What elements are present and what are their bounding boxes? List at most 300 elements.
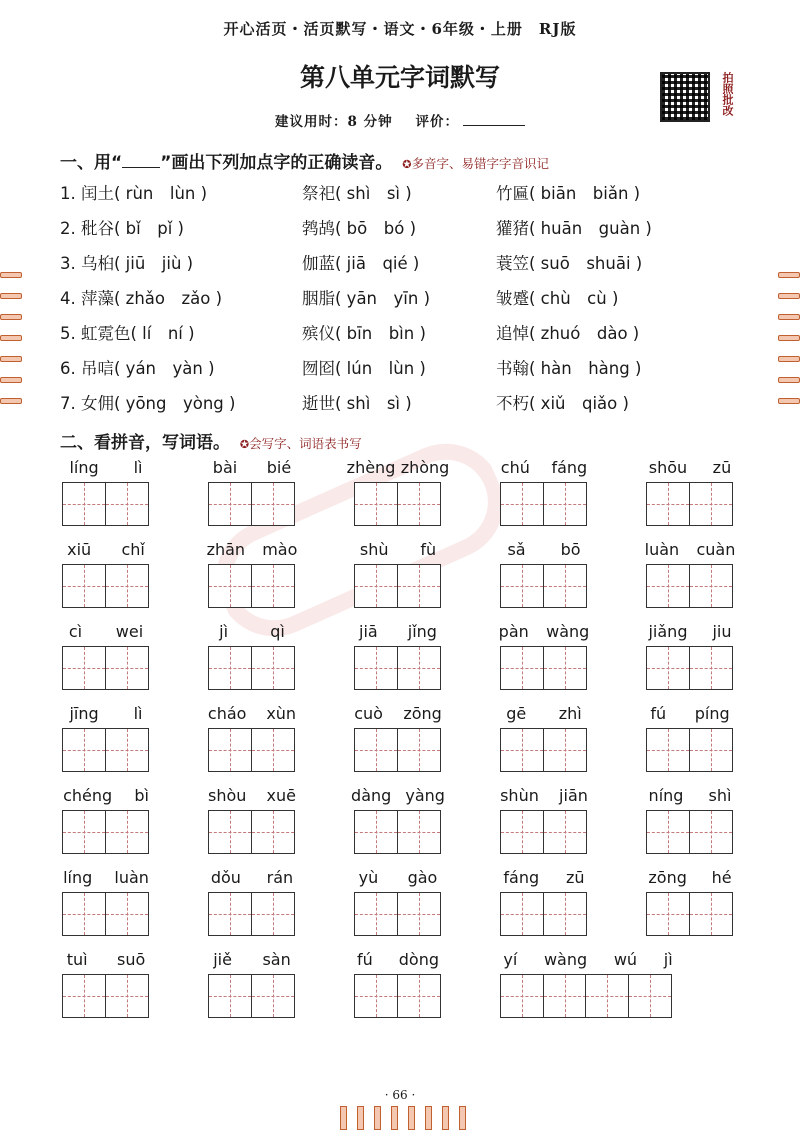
pinyin-syllable: jiě	[213, 950, 232, 969]
reading-item	[496, 250, 642, 274]
reading-item	[60, 390, 235, 414]
pinyin-label	[198, 540, 306, 559]
pinyin-label	[198, 622, 306, 641]
pinyin-syllable: bài	[212, 458, 238, 477]
writing-cell[interactable]	[397, 564, 441, 608]
meta-line	[0, 110, 800, 130]
item-word: 皱蹙	[496, 289, 529, 308]
writing-cell[interactable]	[500, 564, 544, 608]
pinyin-syllable: zōng	[403, 704, 442, 723]
section2-title	[60, 428, 362, 453]
writing-cell[interactable]	[397, 728, 441, 772]
writing-cell[interactable]	[62, 482, 106, 526]
writing-cell[interactable]	[354, 974, 398, 1018]
writing-cell[interactable]	[105, 564, 149, 608]
writing-cell[interactable]	[62, 564, 106, 608]
reading-item	[302, 215, 416, 239]
item-pinyin-choices[interactable]: ( jiā qié )	[335, 254, 420, 273]
pinyin-label	[636, 622, 744, 641]
writing-cell[interactable]	[585, 974, 629, 1018]
binding-tab-icon	[425, 1106, 432, 1130]
writing-cell[interactable]	[105, 974, 149, 1018]
item-pinyin-choices[interactable]: ( huān guàn )	[529, 219, 652, 238]
item-word: 伽蓝	[302, 254, 335, 273]
writing-cell[interactable]	[354, 646, 398, 690]
pinyin-label	[490, 458, 598, 477]
writing-cell[interactable]	[646, 646, 690, 690]
writing-cell[interactable]	[500, 892, 544, 936]
tianzige-grid	[354, 810, 439, 854]
pinyin-label	[344, 458, 452, 477]
item-pinyin-choices[interactable]: ( bō bó )	[335, 219, 417, 238]
tianzige-grid	[646, 810, 731, 854]
item-word: 蓑笠	[496, 254, 529, 273]
pinyin-syllable: zhèng	[346, 458, 396, 477]
pinyin-syllable: pàn	[498, 622, 529, 641]
writing-cell[interactable]	[397, 646, 441, 690]
binding-tab-icon	[778, 356, 800, 362]
item-pinyin-choices[interactable]: ( jiū jiù )	[114, 254, 194, 273]
pinyin-label	[344, 704, 452, 723]
page-number: · 66 ·	[384, 1088, 416, 1102]
pinyin-syllable: fáng	[503, 868, 540, 887]
pinyin-syllable: hé	[711, 868, 732, 887]
pinyin-label	[344, 786, 452, 805]
writing-cell[interactable]	[689, 728, 733, 772]
item-pinyin-choices[interactable]: ( yān yīn )	[335, 289, 431, 308]
writing-cell[interactable]	[500, 482, 544, 526]
writing-cell[interactable]	[397, 482, 441, 526]
tianzige-grid	[500, 564, 585, 608]
reading-item	[60, 355, 215, 379]
item-word: 6. 吊唁	[60, 359, 114, 378]
pinyin-syllable: mào	[262, 540, 298, 559]
binding-tab-icon	[357, 1106, 364, 1130]
tianzige-grid	[208, 974, 293, 1018]
pinyin-syllable: jiān	[559, 786, 588, 805]
pinyin-syllable: fú	[650, 704, 667, 723]
tianzige-grid	[62, 564, 147, 608]
pinyin-label	[490, 540, 598, 559]
tianzige-grid	[62, 646, 147, 690]
pinyin-label	[52, 622, 160, 641]
tianzige-grid	[208, 810, 293, 854]
item-pinyin-choices[interactable]: ( lún lùn )	[335, 359, 426, 378]
writing-cell[interactable]	[689, 564, 733, 608]
writing-cell[interactable]	[646, 482, 690, 526]
writing-cell[interactable]	[689, 646, 733, 690]
item-pinyin-choices[interactable]: ( suō shuāi )	[529, 254, 643, 273]
star-icon: ✪	[239, 438, 250, 451]
binding-tab-icon	[778, 377, 800, 383]
binding-tab-icon	[391, 1106, 398, 1130]
pinyin-syllable: chú	[500, 458, 530, 477]
item-pinyin-choices[interactable]: ( lí ní )	[130, 324, 195, 343]
tianzige-grid	[354, 728, 439, 772]
reading-item	[60, 250, 193, 274]
writing-cell[interactable]	[62, 974, 106, 1018]
writing-cell[interactable]	[208, 564, 252, 608]
item-pinyin-choices[interactable]: ( zhuó dào )	[529, 324, 640, 343]
writing-cell[interactable]	[251, 810, 295, 854]
writing-cell[interactable]	[543, 892, 587, 936]
page-title: 第八单元字词默写	[299, 63, 500, 92]
pinyin-syllable: wei	[115, 622, 144, 641]
writing-cell[interactable]	[543, 974, 587, 1018]
item-word: 3. 乌桕	[60, 254, 114, 273]
pinyin-syllable: líng	[63, 868, 93, 887]
reading-item	[496, 320, 639, 344]
pinyin-syllable: zōng	[648, 868, 687, 887]
binding-tab-icon	[408, 1106, 415, 1130]
item-pinyin-choices[interactable]: ( yán yàn )	[114, 359, 215, 378]
tianzige-grid	[646, 728, 731, 772]
pinyin-syllable: fáng	[551, 458, 588, 477]
tianzige-grid	[354, 892, 439, 936]
tianzige-grid	[500, 892, 585, 936]
pinyin-syllable: tuì	[66, 950, 88, 969]
binding-tab-icon	[340, 1106, 347, 1130]
pinyin-syllable: shì	[708, 786, 732, 805]
pinyin-syllable: níng	[648, 786, 684, 805]
writing-cell[interactable]	[354, 728, 398, 772]
pinyin-label	[490, 704, 598, 723]
section1-title-post: ”画出下列加点字的正确读音。	[160, 153, 393, 173]
writing-cell[interactable]	[62, 646, 106, 690]
series-header: 开心活页・活页默写・语文・6年级・上册 RJ版	[223, 20, 577, 38]
reading-item	[496, 285, 618, 309]
pinyin-syllable: chǐ	[121, 540, 145, 559]
writing-cell[interactable]	[628, 974, 672, 1018]
item-word: 囫囵	[302, 359, 335, 378]
writing-cell[interactable]	[397, 892, 441, 936]
binding-tab-icon	[0, 335, 22, 341]
pinyin-syllable: jīng	[69, 704, 99, 723]
pinyin-syllable: shōu	[648, 458, 688, 477]
tianzige-grid	[62, 728, 147, 772]
binding-tab-icon	[374, 1106, 381, 1130]
writing-cell[interactable]	[251, 974, 295, 1018]
pinyin-syllable: sǎ	[507, 540, 526, 559]
writing-cell[interactable]	[62, 892, 106, 936]
pinyin-label	[52, 704, 160, 723]
pinyin-syllable: fù	[420, 540, 437, 559]
item-word: 鹁鸪	[302, 219, 335, 238]
pinyin-label	[344, 622, 452, 641]
writing-cell[interactable]	[62, 810, 106, 854]
tianzige-grid	[500, 646, 585, 690]
pinyin-label	[636, 868, 744, 887]
pinyin-label	[344, 950, 452, 969]
writing-cell[interactable]	[208, 482, 252, 526]
writing-cell[interactable]	[543, 482, 587, 526]
writing-cell[interactable]	[354, 482, 398, 526]
tianzige-grid	[354, 564, 439, 608]
binding-tab-icon	[778, 314, 800, 320]
tianzige-grid	[500, 810, 585, 854]
pinyin-syllable: jì	[219, 622, 229, 641]
binding-tab-icon	[0, 377, 22, 383]
time-label: 建议用时：8 分钟	[275, 114, 393, 130]
pinyin-label	[198, 704, 306, 723]
pinyin-label	[636, 786, 744, 805]
item-word: 胭脂	[302, 289, 335, 308]
pinyin-syllable: yàng	[405, 786, 445, 805]
item-word: 竹匾	[496, 184, 529, 203]
binding-tab-icon	[0, 356, 22, 362]
pinyin-syllable: lì	[133, 458, 143, 477]
item-word: 1. 闰土	[60, 184, 114, 203]
binding-tab-icon	[778, 293, 800, 299]
tianzige-grid	[208, 892, 293, 936]
pinyin-syllable: líng	[69, 458, 99, 477]
pinyin-syllable: xùn	[266, 704, 297, 723]
writing-cell[interactable]	[354, 892, 398, 936]
rating-blank	[463, 125, 525, 126]
reading-item	[496, 180, 640, 204]
item-pinyin-choices[interactable]: ( shì sì )	[335, 394, 412, 413]
tianzige-grid	[646, 892, 731, 936]
reading-item	[302, 285, 430, 309]
tianzige-grid	[500, 728, 585, 772]
writing-cell[interactable]	[105, 482, 149, 526]
pinyin-syllable: zhòng	[400, 458, 450, 477]
section1-title	[60, 148, 549, 173]
pinyin-label	[198, 786, 306, 805]
rating-label: 评价：	[415, 114, 459, 130]
section1-hint-text: 多音字、易错字字音识记	[411, 156, 550, 171]
writing-cell[interactable]	[689, 810, 733, 854]
pinyin-syllable: cháo	[207, 704, 247, 723]
reading-item	[302, 320, 426, 344]
pinyin-syllable: xuē	[266, 786, 296, 805]
writing-cell[interactable]	[251, 892, 295, 936]
pinyin-syllable: jiā	[359, 622, 378, 641]
pinyin-label	[636, 704, 744, 723]
pinyin-syllable: sàn	[262, 950, 291, 969]
writing-cell[interactable]	[105, 646, 149, 690]
tianzige-grid	[62, 892, 147, 936]
binding-tab-icon	[0, 293, 22, 299]
pinyin-syllable: chéng	[63, 786, 113, 805]
tianzige-grid	[62, 810, 147, 854]
pinyin-syllable: qì	[270, 622, 285, 641]
writing-cell[interactable]	[354, 564, 398, 608]
pinyin-label	[52, 458, 160, 477]
writing-cell[interactable]	[62, 728, 106, 772]
item-word: 祭祀	[302, 184, 335, 203]
writing-cell[interactable]	[208, 728, 252, 772]
pinyin-syllable: luàn	[114, 868, 149, 887]
writing-cell[interactable]	[251, 728, 295, 772]
pinyin-syllable: lì	[133, 704, 143, 723]
pinyin-syllable: bì	[134, 786, 149, 805]
pinyin-syllable: píng	[694, 704, 730, 723]
tianzige-grid	[208, 564, 293, 608]
item-pinyin-choices[interactable]: ( biān biǎn )	[529, 184, 641, 203]
pinyin-syllable: luàn	[644, 540, 680, 559]
writing-cell[interactable]	[543, 810, 587, 854]
binding-tab-icon	[0, 398, 22, 404]
pinyin-label	[52, 868, 160, 887]
item-word: 7. 女佣	[60, 394, 114, 413]
tianzige-grid	[500, 482, 585, 526]
writing-cell[interactable]	[543, 646, 587, 690]
pinyin-syllable: jì	[663, 950, 673, 969]
writing-cell[interactable]	[251, 482, 295, 526]
pinyin-syllable: yí	[503, 950, 518, 969]
section2-hint	[240, 436, 362, 451]
pinyin-syllable: dàng	[351, 786, 392, 805]
tianzige-grid	[208, 646, 293, 690]
pinyin-label	[198, 868, 306, 887]
writing-cell[interactable]	[208, 810, 252, 854]
pinyin-syllable: yù	[358, 868, 379, 887]
item-word: 2. 秕谷	[60, 219, 114, 238]
pinyin-syllable: shùn	[500, 786, 539, 805]
pinyin-syllable: jǐng	[407, 622, 437, 641]
tianzige-grid	[208, 728, 293, 772]
writing-cell[interactable]	[689, 482, 733, 526]
item-word: 追悼	[496, 324, 529, 343]
writing-cell[interactable]	[500, 974, 544, 1018]
pinyin-syllable: gē	[506, 704, 527, 723]
item-pinyin-choices[interactable]: ( rùn lùn )	[114, 184, 208, 203]
item-word: 獾猪	[496, 219, 529, 238]
pinyin-label	[52, 540, 160, 559]
writing-cell[interactable]	[105, 728, 149, 772]
writing-cell[interactable]	[208, 892, 252, 936]
tianzige-grid	[646, 564, 731, 608]
writing-cell[interactable]	[397, 810, 441, 854]
writing-cell[interactable]	[354, 810, 398, 854]
writing-cell[interactable]	[543, 564, 587, 608]
reading-item	[60, 285, 222, 309]
item-pinyin-choices[interactable]: ( bīn bìn )	[335, 324, 426, 343]
item-word: 5. 虹霓色	[60, 324, 131, 343]
binding-tab-icon	[0, 272, 22, 278]
pinyin-syllable: xiū	[67, 540, 92, 559]
writing-cell[interactable]	[646, 810, 690, 854]
writing-cell[interactable]	[397, 974, 441, 1018]
pinyin-syllable: wàng	[543, 950, 588, 969]
pinyin-syllable: bié	[266, 458, 292, 477]
pinyin-label	[490, 622, 598, 641]
tianzige-grid	[208, 482, 293, 526]
writing-cell[interactable]	[251, 564, 295, 608]
writing-cell[interactable]	[543, 728, 587, 772]
pinyin-syllable: cì	[68, 622, 83, 641]
reading-item	[302, 250, 419, 274]
pinyin-syllable: jiǎng	[648, 622, 688, 641]
writing-cell[interactable]	[500, 646, 544, 690]
writing-cell[interactable]	[689, 892, 733, 936]
reading-item	[496, 390, 629, 414]
item-word: 逝世	[302, 394, 335, 413]
tianzige-grid	[62, 482, 147, 526]
item-pinyin-choices[interactable]: ( zhǎo zǎo )	[114, 289, 223, 308]
tianzige-grid	[62, 974, 147, 1018]
tianzige-grid	[354, 646, 439, 690]
pinyin-label	[198, 458, 306, 477]
pinyin-syllable: wú	[613, 950, 638, 969]
writing-cell[interactable]	[646, 892, 690, 936]
writing-cell[interactable]	[646, 728, 690, 772]
section2-title-text: 二、看拼音，写词语。	[60, 433, 230, 453]
item-pinyin-choices[interactable]: ( xiǔ qiǎo )	[529, 394, 629, 413]
section1-hint	[402, 156, 549, 171]
item-pinyin-choices[interactable]: ( yōng yòng )	[114, 394, 236, 413]
pinyin-syllable: suō	[117, 950, 146, 969]
item-word: 4. 萍藻	[60, 289, 114, 308]
item-pinyin-choices[interactable]: ( bǐ pǐ )	[114, 219, 184, 238]
pinyin-syllable: jiu	[712, 622, 732, 641]
writing-cell[interactable]	[500, 728, 544, 772]
writing-cell[interactable]	[105, 810, 149, 854]
reading-item	[302, 390, 412, 414]
qr-label: 拍照批改	[721, 72, 734, 116]
item-pinyin-choices[interactable]: ( chù cù )	[529, 289, 619, 308]
pinyin-label	[52, 950, 160, 969]
pinyin-syllable: dǒu	[210, 868, 241, 887]
reading-item	[496, 355, 641, 379]
pinyin-label	[636, 540, 744, 559]
pinyin-label	[490, 950, 686, 969]
pinyin-syllable: zū	[712, 458, 732, 477]
writing-cell[interactable]	[105, 892, 149, 936]
item-word: 不朽	[496, 394, 529, 413]
binding-tab-icon	[459, 1106, 466, 1130]
binding-tab-icon	[442, 1106, 449, 1130]
item-word: 殡仪	[302, 324, 335, 343]
reading-item	[496, 215, 652, 239]
pinyin-syllable: bō	[560, 540, 581, 559]
tianzige-grid	[500, 974, 670, 1018]
pinyin-label	[636, 458, 744, 477]
binding-tab-icon	[778, 272, 800, 278]
tianzige-grid	[354, 482, 439, 526]
reading-item	[302, 180, 412, 204]
pinyin-syllable: zhì	[558, 704, 582, 723]
reading-item	[60, 180, 207, 204]
pinyin-syllable: shòu	[208, 786, 247, 805]
item-word: 书翰	[496, 359, 529, 378]
reading-item	[60, 215, 184, 239]
tianzige-grid	[354, 974, 439, 1018]
star-icon: ✪	[402, 158, 412, 171]
pinyin-label	[344, 868, 452, 887]
pinyin-syllable: rán	[266, 868, 294, 887]
item-pinyin-choices[interactable]: ( shì sì )	[335, 184, 412, 203]
writing-cell[interactable]	[208, 646, 252, 690]
section1-title-pre: 一、用“	[60, 153, 123, 173]
writing-cell[interactable]	[500, 810, 544, 854]
writing-cell[interactable]	[208, 974, 252, 1018]
pinyin-syllable: shù	[359, 540, 389, 559]
pinyin-syllable: zhān	[206, 540, 246, 559]
writing-cell[interactable]	[646, 564, 690, 608]
pinyin-syllable: zū	[566, 868, 585, 887]
writing-cell[interactable]	[251, 646, 295, 690]
item-pinyin-choices[interactable]: ( hàn hàng )	[529, 359, 642, 378]
pinyin-syllable: cuàn	[696, 540, 736, 559]
pinyin-label	[198, 950, 306, 969]
pinyin-syllable: wàng	[546, 622, 590, 641]
pinyin-label	[344, 540, 452, 559]
pinyin-label	[52, 786, 160, 805]
reading-item	[302, 355, 426, 379]
section2-hint-text: 会写字、词语表书写	[249, 436, 362, 451]
